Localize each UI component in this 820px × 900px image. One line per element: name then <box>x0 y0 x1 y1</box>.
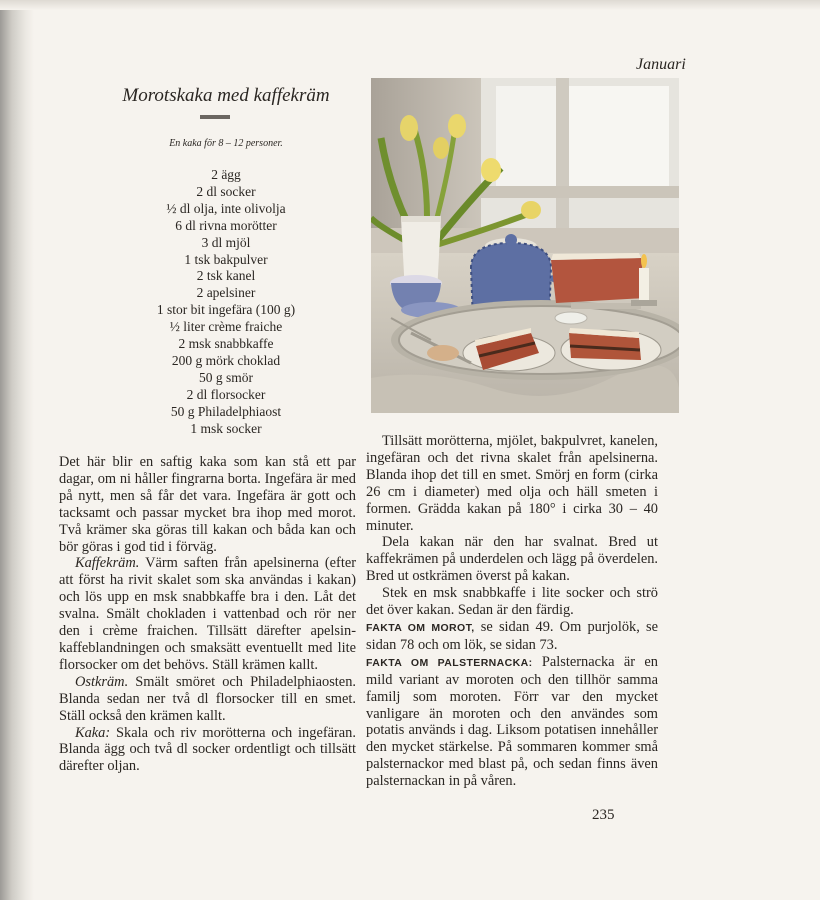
kaffekram-paragraph <box>59 555 356 673</box>
method-paragraph-3: Stek en msk snabbkaffe i lite socker och strö det över kakan. Sedan är den färdig. <box>366 585 658 619</box>
ingredient: 1 msk socker <box>190 420 262 436</box>
page-number: 235 <box>592 807 615 823</box>
intro-paragraph: Det här blir en saftig kaka som kan stå ett par dagar, om ni håller fingrarna borta. Ingefära är med på nytt, men så får det vara. Ingefära är gott och tacksamt och passar mycket bra ihop med morot. Två krämer ska göras till kakan och båda kan och bör göras i god tid i förväg. <box>59 454 356 555</box>
ingredient: 2 dl florsocker <box>186 386 266 402</box>
ingredient: 2 dl socker <box>196 183 256 199</box>
cake-photo-illustration <box>371 78 679 413</box>
cake-photo <box>371 78 679 413</box>
fact-morot-label: FAKTA OM MOROT, <box>366 621 475 634</box>
ingredient: 6 dl rivna morötter <box>175 217 277 233</box>
fact-palsternacka-label: FAKTA OM PALSTERNACKA: <box>366 656 533 669</box>
fact-morot <box>366 619 658 654</box>
ingredient: 2 apelsiner <box>196 285 256 301</box>
page-top-shadow <box>0 0 820 10</box>
fact-palsternacka <box>366 654 658 790</box>
ostkram-label: Ostkräm. <box>75 673 129 690</box>
kaka-paragraph <box>59 725 356 776</box>
ostkram-text: Smält smöret och Philadelphiaosten. Blanda sedan ner två dl florsocker till en smet. Ställ också den krämen kallt. <box>59 673 356 724</box>
method-right-column <box>366 433 658 790</box>
recipe-title: Morotskaka med kaffekräm <box>122 85 330 106</box>
ingredient: 1 stor bit ingefära (100 g) <box>156 302 296 318</box>
kaffekram-label: Kaffekräm. <box>75 555 140 572</box>
method-paragraph-2: Dela kakan när den har svalnat. Bred ut kaffekrämen på underdelen och lägg på överdelen. Bred ut ostkrämen överst på kakan. <box>366 534 658 585</box>
ingredient: 2 ägg <box>211 167 241 182</box>
kaffekram-text: Värm saften från apelsinerna (efter att först ha rivit skalet som ska användas i kakan) och lös upp en msk snabbkaffe bra i den. Låt det svalna. Smält chokladen i vattenbad och rör ner den i crème fraichen. Tillsätt därefter apelsin-kaffeblandningen och smaksätt eventuellt med lite florsocker om det behövs. Ställ krämen kallt. <box>59 555 357 673</box>
ingredient: 2 tsk kanel <box>196 268 256 284</box>
running-head: Januari <box>636 56 686 73</box>
ingredient: 50 g smör <box>199 369 253 385</box>
fact-morot-text: se sidan 49. Om purjolök, se sidan 78 och om lök, se sidan 73. <box>366 618 658 653</box>
ingredient: ½ liter crème fraiche <box>169 319 283 335</box>
ingredient-list <box>60 167 392 438</box>
kaka-text: Skala och riv morötterna och ingefäran. Blanda ägg och två dl socker ordentligt och tillsätt därefter oljan. <box>59 724 356 775</box>
page-gutter-shadow <box>0 0 34 900</box>
ingredient: 1 tsk bakpulver <box>184 251 268 267</box>
ingredient: 200 g mörk choklad <box>171 352 281 368</box>
ingredient: ½ dl olja, inte olivolja <box>166 200 286 216</box>
method-left-column <box>59 454 356 775</box>
title-rule <box>200 115 230 119</box>
ingredient: 3 dl mjöl <box>201 234 251 250</box>
method-paragraph-1: Tillsätt morötterna, mjölet, bakpulvret, kanelen, ingefäran och det rivna skalet från apelsinerna. Blanda ihop det till en smet. Smörj en form (cirka 26 cm i diameter) med olja och häll smeten i formen. Grädda kakan på 180° i cirka 30 – 40 minuter. <box>366 433 658 534</box>
ingredient: 2 msk snabbkaffe <box>178 336 274 352</box>
fact-palsternacka-text: Palsternacka är en mild variant av moroten och den tillhör samma familj som moroten. Förr var den mycket vanligare än moroten och den användes som potatis används i dag. Liksom potatisen innehåller den mycket stärkelse. På sommaren kommer små palsternackor med blast på, och sedan finns även palsternackan in på våren. <box>366 653 658 790</box>
ostkram-paragraph <box>59 674 356 725</box>
kaka-label: Kaka: <box>75 724 111 741</box>
ingredient: 50 g Philadelphiaost <box>170 403 282 419</box>
serving-note: En kaka för 8 – 12 personer. <box>169 138 283 149</box>
